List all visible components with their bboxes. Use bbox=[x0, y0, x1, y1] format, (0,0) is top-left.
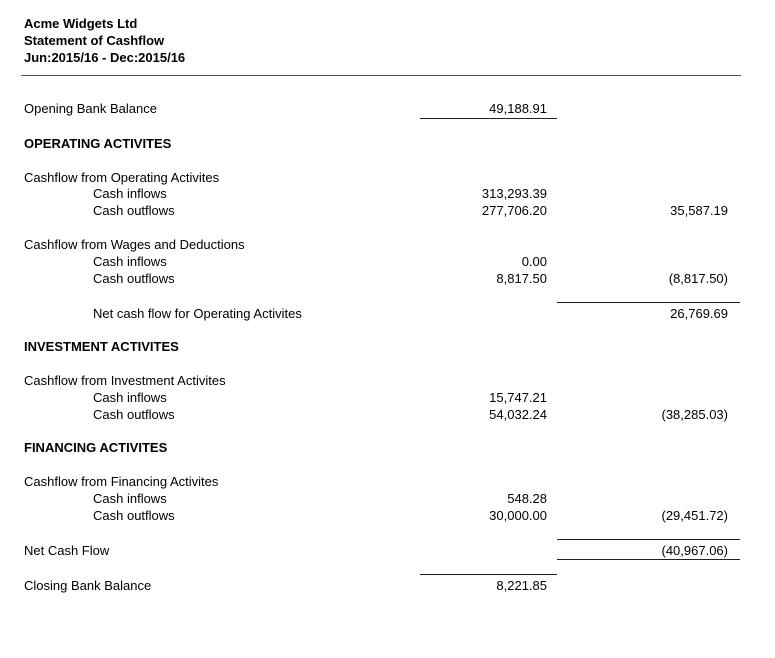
operating-outflows-value: 277,706.20 bbox=[481, 203, 547, 218]
operating-heading: OPERATING ACTIVITES bbox=[24, 136, 172, 151]
investment-inflows-value: 15,747.21 bbox=[489, 390, 547, 405]
opening-balance-value: 49,188.91 bbox=[489, 101, 547, 116]
net-cash-flow-overline bbox=[557, 539, 740, 540]
closing-balance-label: Closing Bank Balance bbox=[24, 578, 152, 593]
opening-balance-underline bbox=[420, 118, 557, 119]
operating-inflows-value: 313,293.39 bbox=[481, 186, 547, 201]
financing-group-label: Cashflow from Financing Activites bbox=[24, 474, 219, 489]
wages-outflows-value: 8,817.50 bbox=[496, 271, 547, 286]
wages-inflows-label: Cash inflows bbox=[93, 254, 167, 269]
wages-outflows-label: Cash outflows bbox=[93, 271, 175, 286]
wages-net-value: (8,817.50) bbox=[668, 271, 728, 286]
investment-outflows-value: 54,032.24 bbox=[489, 407, 547, 422]
operating-net-overline bbox=[557, 302, 740, 303]
financing-heading: FINANCING ACTIVITES bbox=[24, 440, 168, 455]
company-name: Acme Widgets Ltd bbox=[24, 16, 138, 31]
financing-outflows-label: Cash outflows bbox=[93, 508, 175, 523]
financing-net-value: (29,451.72) bbox=[661, 508, 728, 523]
investment-heading: INVESTMENT ACTIVITES bbox=[24, 339, 179, 354]
financing-inflows-value: 548.28 bbox=[507, 491, 547, 506]
investment-net-value: (38,285.03) bbox=[661, 407, 728, 422]
financing-outflows-value: 30,000.00 bbox=[489, 508, 547, 523]
operating-net-value: 35,587.19 bbox=[670, 203, 728, 218]
operating-outflows-label: Cash outflows bbox=[93, 203, 175, 218]
operating-inflows-label: Cash inflows bbox=[93, 186, 167, 201]
report-title: Statement of Cashflow bbox=[24, 33, 165, 48]
investment-outflows-label: Cash outflows bbox=[93, 407, 175, 422]
investment-group-label: Cashflow from Investment Activites bbox=[24, 373, 226, 388]
net-cash-flow-underline bbox=[557, 559, 740, 560]
net-cash-flow-value: (40,967.06) bbox=[661, 543, 728, 558]
opening-balance-label: Opening Bank Balance bbox=[24, 101, 157, 116]
wages-group-label: Cashflow from Wages and Deductions bbox=[24, 237, 245, 252]
header-divider bbox=[21, 75, 741, 76]
closing-balance-overline bbox=[420, 574, 557, 575]
report-period: Jun:2015/16 - Dec:2015/16 bbox=[24, 50, 186, 65]
operating-total-value: 26,769.69 bbox=[670, 306, 728, 321]
closing-balance-value: 8,221.85 bbox=[496, 578, 547, 593]
financing-inflows-label: Cash inflows bbox=[93, 491, 167, 506]
investment-inflows-label: Cash inflows bbox=[93, 390, 167, 405]
operating-net-label: Net cash flow for Operating Activites bbox=[93, 306, 302, 321]
net-cash-flow-label: Net Cash Flow bbox=[24, 543, 110, 558]
wages-inflows-value: 0.00 bbox=[521, 254, 547, 269]
operating-group-label: Cashflow from Operating Activites bbox=[24, 170, 220, 185]
